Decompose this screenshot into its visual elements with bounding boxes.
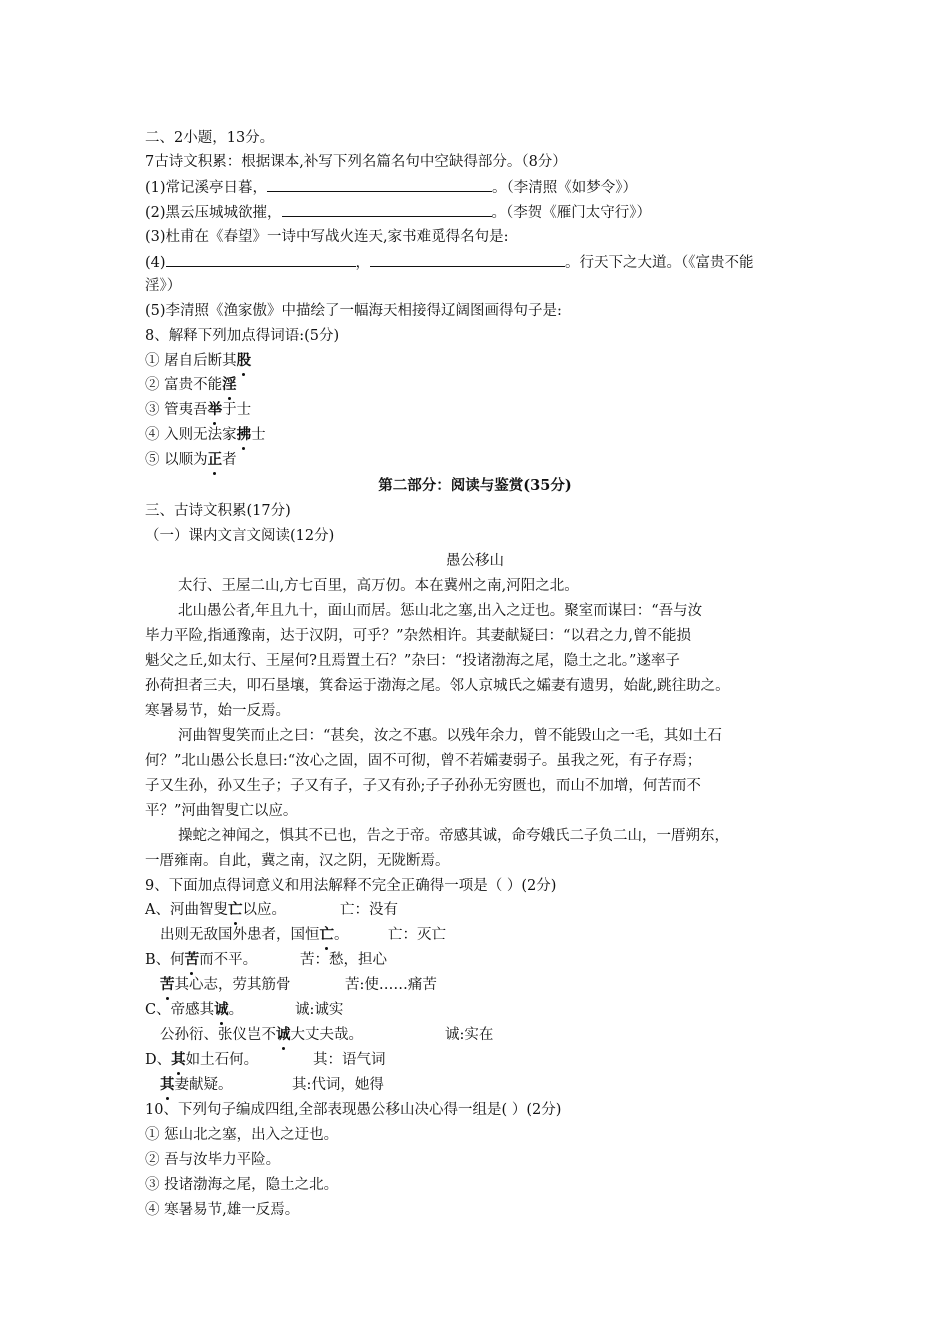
q10-item: ④ 寒暑易节,雄一反焉。 <box>145 1202 300 1218</box>
q9-option: 其妻献疑。 <box>160 1076 233 1093</box>
answer-blank[interactable] <box>166 252 356 267</box>
subsection-heading: （一）课内文言文阅读(12分) <box>145 528 335 544</box>
passage-line: 魁父之丘,如太行、王屋何?且焉置土石？”杂曰：“投诸渤海之尾，隐土之北。”遂率子 <box>145 653 680 669</box>
q9-option: B、何苦而不平。 <box>145 951 258 968</box>
q9-gloss: 其:代词，她得 <box>292 1077 384 1093</box>
q7-item-4-cont: 淫》） <box>145 278 182 294</box>
section3-heading: 三、古诗文积累(17分) <box>145 503 291 519</box>
passage-line: 太行、王屋二山,方七百里，高万仞。本在冀州之南,河阳之北。 <box>178 578 579 594</box>
q9-gloss: 亡：没有 <box>340 902 398 918</box>
q8-item: ③ 管夷吾举于士 <box>145 401 252 418</box>
q9-option: 公孙衍、张仪岂不诚大丈夫哉。 <box>160 1026 363 1043</box>
q10-item: ③ 投诸渤海之尾，隐土之北。 <box>145 1177 339 1193</box>
q9-option: C、帝感其诚。 <box>145 1001 244 1018</box>
passage-line: 何？”北山愚公长息曰:“汝心之固，固不可彻，曾不若孀妻弱子。虽我之死，有子存焉； <box>145 753 702 769</box>
passage-line: 平？”河曲智叟亡以应。 <box>145 803 298 819</box>
answer-blank[interactable] <box>282 202 492 217</box>
q9-option: 苦其心志，劳其筋骨 <box>160 976 291 993</box>
q8-item: ① 屠自后断其股 <box>145 352 252 369</box>
q10-item: ② 吾与汝毕力平险。 <box>145 1152 281 1168</box>
passage-line: 操蛇之神闻之，惧其不已也，告之于帝。帝感其诚，命夸娥氏二子负二山，一厝朔东， <box>178 828 729 844</box>
passage-line: 毕力平险,指通豫南，达于汉阴，可乎？”杂然相许。其妻献疑曰：“以君之力,曾不能损 <box>145 628 692 644</box>
q9-gloss: 亡：灭亡 <box>388 927 446 943</box>
part-title: 第二部分：阅读与鉴赏(35分) <box>378 477 572 494</box>
passage-line: 寒暑易节，始一反焉。 <box>145 703 290 719</box>
q8-item: ⑤ 以顺为正者 <box>145 451 237 468</box>
q9-gloss: 诚:诚实 <box>295 1002 344 1018</box>
passage-line: 北山愚公者,年且九十，面山而居。惩山北之塞,出入之迂也。聚室而谋曰：“吾与汝 <box>178 603 703 619</box>
q9-option: A、河曲智叟亡以应。 <box>145 901 286 918</box>
answer-blank[interactable] <box>267 177 492 192</box>
answer-blank[interactable] <box>370 252 565 267</box>
q9-option: D、其如土石何。 <box>145 1051 259 1068</box>
passage-title: 愚公移山 <box>446 553 504 569</box>
q9-option: 出则无敌国外患者，国恒亡。 <box>160 926 349 943</box>
section-heading: 二、2小题，13分。 <box>145 130 275 146</box>
q9-gloss: 苦:使……痛苦 <box>345 977 437 993</box>
q10-prompt: 10、下列句子编成四组,全部表现愚公移山决心得一组是( ）(2分) <box>145 1102 562 1118</box>
q7-item-5: (5)李清照《渔家傲》中描绘了一幅海天相接得辽阔图画得句子是: <box>145 303 562 319</box>
q9-gloss: 苦：愁，担心 <box>300 952 387 968</box>
q7-prompt: 7古诗文积累：根据课本,补写下列名篇名句中空缺得部分。（8分） <box>145 154 567 170</box>
q7-item-1: (1)常记溪亭日暮， 。（李清照《如梦令》） <box>145 177 637 198</box>
passage-line: 孙荷担者三夫，叩石垦壤，箕畚运于渤海之尾。邻人京城氏之孀妻有遗男，始龀,跳往助之。 <box>145 678 730 694</box>
q7-item-4: (4) ， 。行天下之大道。（《富贵不能 <box>145 252 754 273</box>
q9-prompt: 9、下面加点得词意义和用法解释不完全正确得一项是（ ）(2分) <box>145 878 557 894</box>
q10-item: ① 惩山北之塞，出入之迂也。 <box>145 1127 339 1143</box>
passage-line: 河曲智叟笑而止之曰：“甚矣，汝之不惠。以残年余力，曾不能毁山之一毛，其如土石 <box>178 728 722 744</box>
q7-item-3: (3)杜甫在《春望》一诗中写战火连天,家书难觅得名句是: <box>145 229 509 245</box>
q9-gloss: 诚:实在 <box>445 1027 494 1043</box>
q8-item: ② 富贵不能淫 <box>145 376 237 393</box>
q8-item: ④ 入则无法家拂士 <box>145 426 266 443</box>
q7-item-2: (2)黑云压城城欲摧， 。（李贺《雁门太守行》） <box>145 202 651 223</box>
q8-prompt: 8、解释下列加点得词语:(5分) <box>145 328 340 344</box>
passage-line: 子又生孙，孙又生子；子又有子，子又有孙;子子孙孙无穷匮也，而山不加增，何苦而不 <box>145 778 701 794</box>
passage-line: 一厝雍南。自此，冀之南，汉之阴，无陇断焉。 <box>145 853 450 869</box>
q9-gloss: 其：语气词 <box>313 1052 386 1068</box>
